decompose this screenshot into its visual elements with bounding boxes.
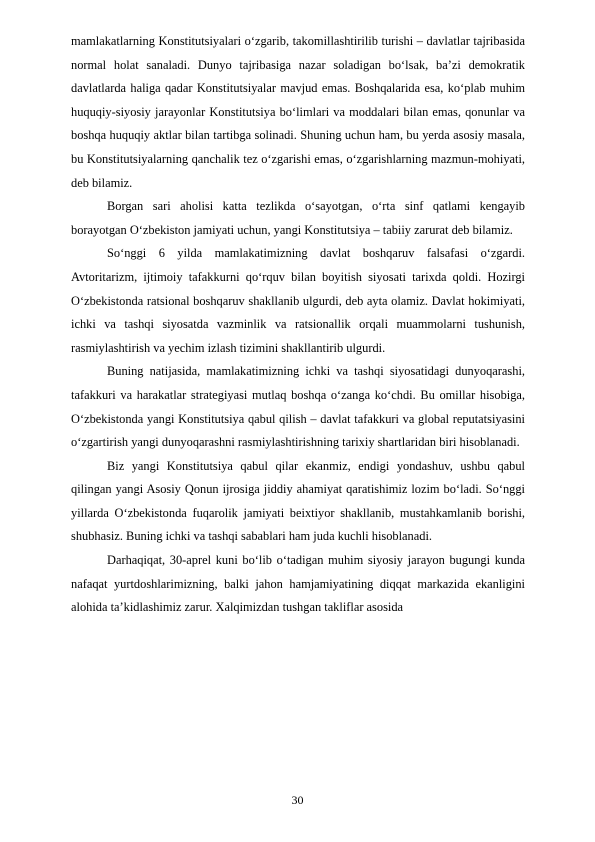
- paragraph-3: So‘nggi 6 yilda mamlakatimizning davlat boshqaruv falsafasi o‘zgardi. Avtoritarizm, ijtimoiy tafakkurni qo‘rquv bilan boyitish siyosati tarixda qoldi. Hozirgi O‘zbekistonda ratsional boshqaruv shakllanib ulgurdi, deb ayta olamiz. Davlat hokimiyati, ichki va tashqi siyosatda vazminlik va ratsionallik orqali muammolarni tushunish, rasmiylashtirish va yechim izlash tizimini shakllantirib ulgurdi.: [71, 246, 525, 355]
- paragraph-4: Buning natijasida, mamlakatimizning ichki va tashqi siyosatidagi dunyoqarashi, tafakkuri va harakatlar strategiyasi mutlaq boshqa o‘zanga ko‘chdi. Bu omillar hisobiga, O‘zbekistonda yangi Konstitutsiya qabul qilish – davlat tafakkuri va global reputatsiyasini o‘zgartirish yangi dunyoqarashni rasmiylashtirishning tarixiy shartlaridan biri hisoblanadi.: [71, 364, 525, 450]
- page-number: 30: [291, 793, 304, 807]
- paragraph-2: Borgan sari aholisi katta tezlikda o‘sayotgan, o‘rta sinf qatlami kengayib borayotgan O‘zbekiston jamiyati uchun, yangi Konstitutsiya – tabiiy zarurat deb bilamiz.: [71, 199, 525, 237]
- paragraph-5: Biz yangi Konstitutsiya qabul qilar ekanmiz, endigi yondashuv, ushbu qabul qilingan yangi Asosiy Qonun ijrosiga jiddiy ahamiyat qaratishimiz lozim bo‘ladi. So‘nggi yillarda O‘zbekistonda fuqarolik jamiyati beixtiyor shakllanib, mustahkamlanib borishi, shubhasiz. Buning ichki va tashqi sabablari ham juda kuchli hisoblanadi.: [71, 458, 525, 544]
- paragraph-1: mamlakatlarning Konstitutsiyalari o‘zgarib, takomillashtirilib turishi – davlatlar tajribasida normal holat sanaladi. Dunyo tajribasiga nazar soladigan bo‘lsak, ba’zi demokratik davlatlarda haliga qadar Konstitutsiyalar mavjud emas. Boshqalarida esa, ko‘plab muhim huquqiy-siyosiy jarayonlar Konstitutsiya bo‘limlari va moddalari bilan emas, qonunlar va boshqa huquqiy aktlar bilan tartibga solinadi. Shuning uchun ham, bu yerda asosiy masala, bu Konstitutsiyalarning qanchalik tez o‘zgarishi emas, o‘zgarishlarning mazmun-mohiyati, deb bilamiz.: [71, 34, 525, 190]
- paragraph-6: Darhaqiqat, 30-aprel kuni bo‘lib o‘tadigan muhim siyosiy jarayon bugungi kunda nafaqat yurtdoshlarimizning, balki jahon hamjamiyatining diqqat markazida ekanligini alohida ta’kidlashimiz zarur. Xalqimizdan tushgan takliflar asosida: [71, 553, 525, 615]
- page-body: [71, 30, 525, 620]
